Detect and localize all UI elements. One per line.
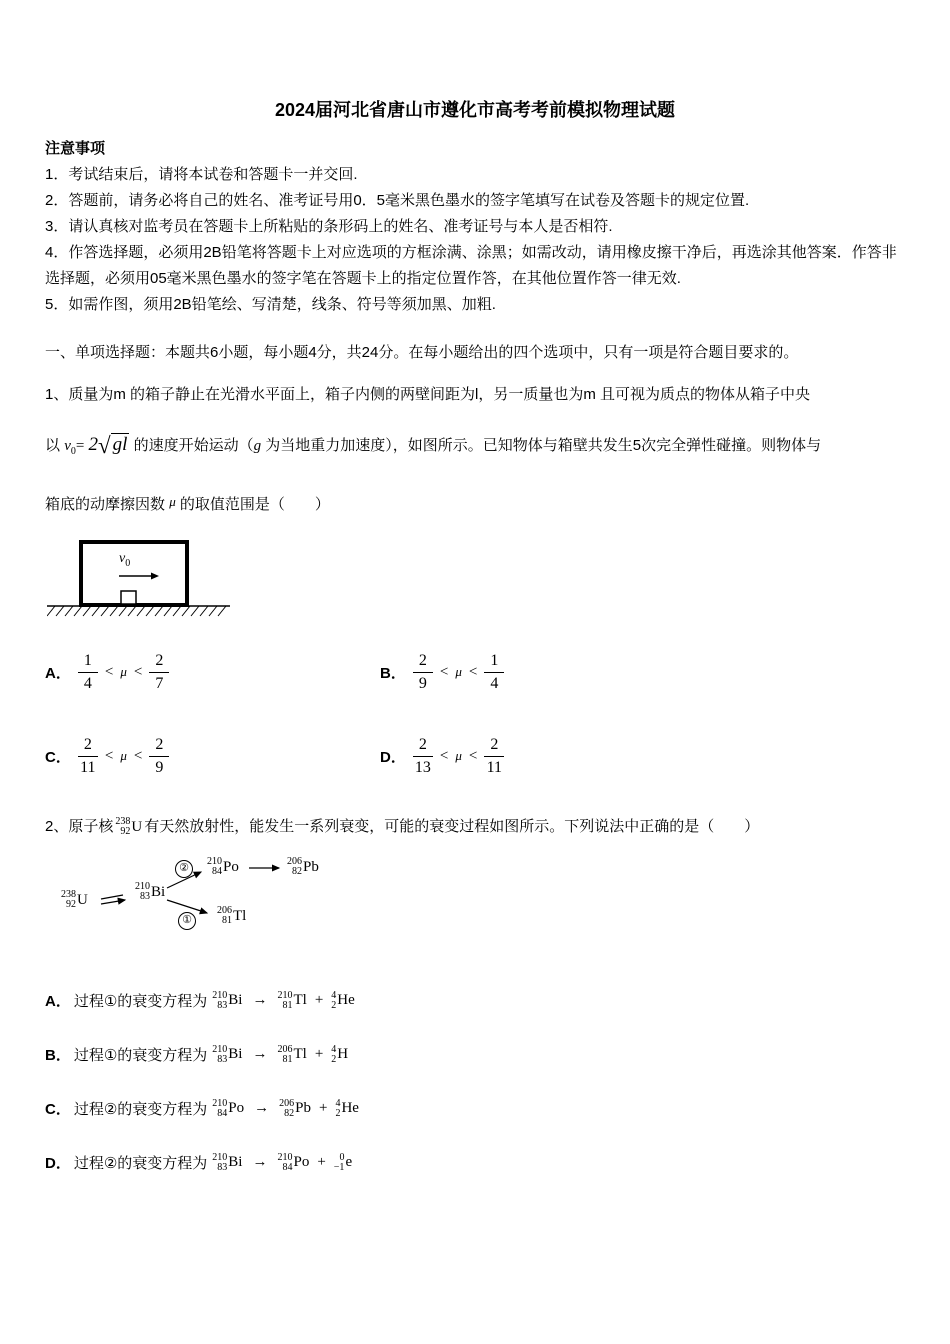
option-label: D． xyxy=(45,1155,71,1173)
sliding-block xyxy=(121,591,136,604)
nuclide-parent: 210 83 Bi xyxy=(212,1043,243,1065)
q2-option-c xyxy=(45,1098,905,1119)
question-1-figure xyxy=(47,538,279,624)
option-text: 过程①的衰变方程为 xyxy=(73,993,208,1011)
option-label: D． xyxy=(380,748,406,766)
reaction-arrow: → xyxy=(252,1154,268,1171)
plus-sign: + xyxy=(314,992,324,1009)
fraction: $\frac{2}{7}$ xyxy=(149,652,169,692)
velocity-arrowhead xyxy=(151,573,159,580)
nuclide-emitted: 4 2 H xyxy=(331,1043,349,1065)
u-to-bi-arrow xyxy=(101,895,123,899)
option-text: 过程②的衰变方程为 xyxy=(73,1155,208,1173)
v0-variable: $v_0$ xyxy=(64,438,76,457)
fraction: $\frac{1}{4}$ xyxy=(78,652,98,692)
nuclide-tl-206: 206 81 Tl xyxy=(217,905,247,927)
q2-option-b xyxy=(45,1044,905,1065)
q1-option-d xyxy=(380,736,685,776)
stem-text: 以 xyxy=(45,437,61,454)
u-to-bi-arrow xyxy=(101,900,125,904)
nuclide-bi-210: 210 83 Bi xyxy=(135,881,166,903)
plus-sign: + xyxy=(317,1154,326,1171)
option-label: C． xyxy=(45,1101,71,1119)
nuclide-u-238: 238 92 U xyxy=(115,816,143,838)
stem-text: 2、原子核 xyxy=(45,818,114,836)
plus-sign: + xyxy=(314,1046,324,1063)
q1-option-a xyxy=(45,652,380,692)
notes-header: 注意事项 xyxy=(45,140,106,157)
reaction-arrow: → xyxy=(252,992,268,1009)
mu-variable: μ xyxy=(455,664,462,680)
mu-variable: μ xyxy=(120,748,127,764)
g-variable: g xyxy=(253,438,262,454)
nuclide-pb-206: 206 82 Pb xyxy=(287,856,319,878)
nuclide-emitted: 0 −1 e xyxy=(333,1151,353,1173)
process-1-label: ① xyxy=(178,912,196,930)
mu-variable: μ xyxy=(455,748,462,764)
nuclide-emitted: 4 2 He xyxy=(335,1097,359,1119)
exam-title: 2024届河北省唐山市遵化市高考考前模拟物理试题 xyxy=(274,100,676,120)
option-label: C． xyxy=(45,748,71,766)
v0-label: $v_0$ xyxy=(119,551,131,569)
nuclide-parent: 210 83 Bi xyxy=(212,989,243,1011)
plus-sign: + xyxy=(318,1100,328,1117)
option-label: B． xyxy=(380,664,406,682)
question-1-stem-line1: 1、质量为m 的箱子静止在光滑水平面上，箱子内侧的两壁间距为l，另一质量也为m 且可视为质点的物体从箱子中央 xyxy=(45,386,811,403)
nuclide-daughter: 210 84 Po xyxy=(277,1151,310,1173)
note-1: 1．考试结束后，请将本试卷和答题卡一并交回. xyxy=(45,166,358,183)
mu-variable: μ xyxy=(169,494,176,509)
less-than-sign: < xyxy=(133,747,143,764)
stem-text: 的取值范围是（ ） xyxy=(179,496,330,513)
nuclide-parent: 210 83 Bi xyxy=(212,1151,243,1173)
fraction: $\frac{2}{13}$ xyxy=(414,736,431,776)
q2-option-a xyxy=(45,990,905,1011)
option-text: 过程②的衰变方程为 xyxy=(73,1101,208,1119)
q1-option-c xyxy=(45,736,380,776)
notes-section xyxy=(45,136,905,318)
radical-sign: √ xyxy=(98,433,111,458)
nuclide-daughter: 206 81 Tl xyxy=(277,1043,307,1065)
less-than-sign: < xyxy=(468,747,478,764)
q2-option-d xyxy=(45,1152,905,1173)
nuclide-daughter: 210 81 Tl xyxy=(277,989,307,1011)
q1-option-b xyxy=(380,652,685,692)
stem-text: 的速度开始运动（ xyxy=(133,437,254,454)
box-on-ground-diagram xyxy=(47,538,279,624)
less-than-sign: < xyxy=(133,663,143,680)
note-3: 3．请认真核对监考员在答题卡上所粘贴的条形码上的姓名、准考证号与本人是否相符. xyxy=(45,218,613,235)
process-2-label: ② xyxy=(175,860,193,878)
question-1-stem-line2 xyxy=(45,420,905,477)
option-label: A． xyxy=(45,993,71,1011)
less-than-sign: < xyxy=(468,663,478,680)
mu-variable: μ xyxy=(120,664,127,680)
fraction: $\frac{2}{11}$ xyxy=(484,736,504,776)
note-2: 2．答题前，请务必将自己的姓名、准考证号用0．5毫米黑色墨水的签字笔填写在试卷及答题卡的规定位置. xyxy=(45,192,750,209)
reaction-arrow: → xyxy=(252,1046,268,1063)
stem-text: 有天然放射性，能发生一系列衰变，可能的衰变过程如图所示。下列说法中正确的是（ ） xyxy=(144,818,760,836)
nuclide-po-210: 210 84 Po xyxy=(207,856,239,878)
fraction: $\frac{1}{4}$ xyxy=(484,652,504,692)
fraction: $\frac{2}{11}$ xyxy=(78,736,98,776)
fraction: $\frac{2}{9}$ xyxy=(413,652,433,692)
question-2-stem xyxy=(45,812,905,842)
nuclide-parent: 210 84 Po xyxy=(212,1097,245,1119)
question-1-stem-line3 xyxy=(45,477,905,530)
stem-text: 箱底的动摩擦因数 xyxy=(45,496,166,513)
nuclide-emitted: 4 2 He xyxy=(331,989,355,1011)
note-5: 5．如需作图，须用2B铅笔绘、写清楚，线条、符号等须加黑、加粗. xyxy=(45,296,496,313)
decay-chain-diagram xyxy=(51,854,411,962)
less-than-sign: < xyxy=(439,747,449,764)
reaction-arrow: → xyxy=(254,1100,270,1117)
fraction: $\frac{2}{9}$ xyxy=(149,736,169,776)
option-label: B． xyxy=(45,1047,71,1065)
question-1 xyxy=(45,370,905,530)
equals-sign: = xyxy=(75,438,85,454)
nuclide-u-238: 238 92 U xyxy=(61,889,88,911)
sqrt-expression: 2√ gl xyxy=(88,433,128,458)
ground-hatching xyxy=(47,606,226,616)
section-1-header: 一、单项选择题：本题共6小题，每小题4分，共24分。在每小题给出的四个选项中，只有一项是符合题目要求的。 xyxy=(45,344,799,361)
question-1-options xyxy=(45,652,685,776)
nuclide-daughter: 206 82 Pb xyxy=(279,1097,311,1119)
less-than-sign: < xyxy=(104,747,114,764)
note-4: 4．作答选择题，必须用2B铅笔将答题卡上对应选项的方框涂满、涂黑；如需改动，请用橡皮擦干净后，再选涂其他答案．作答非选择题，必须用05毫米黑色墨水的签字笔在答题卡上的指定位置作答，在其他位置作答一律无效. xyxy=(45,244,897,287)
question-2-options xyxy=(45,990,905,1173)
stem-text: 为当地重力加速度），如图所示。已知物体与箱壁共发生5次完全弹性碰撞。则物体与 xyxy=(265,437,822,454)
less-than-sign: < xyxy=(439,663,449,680)
option-label: A． xyxy=(45,664,71,682)
option-text: 过程①的衰变方程为 xyxy=(73,1047,208,1065)
less-than-sign: < xyxy=(104,663,114,680)
